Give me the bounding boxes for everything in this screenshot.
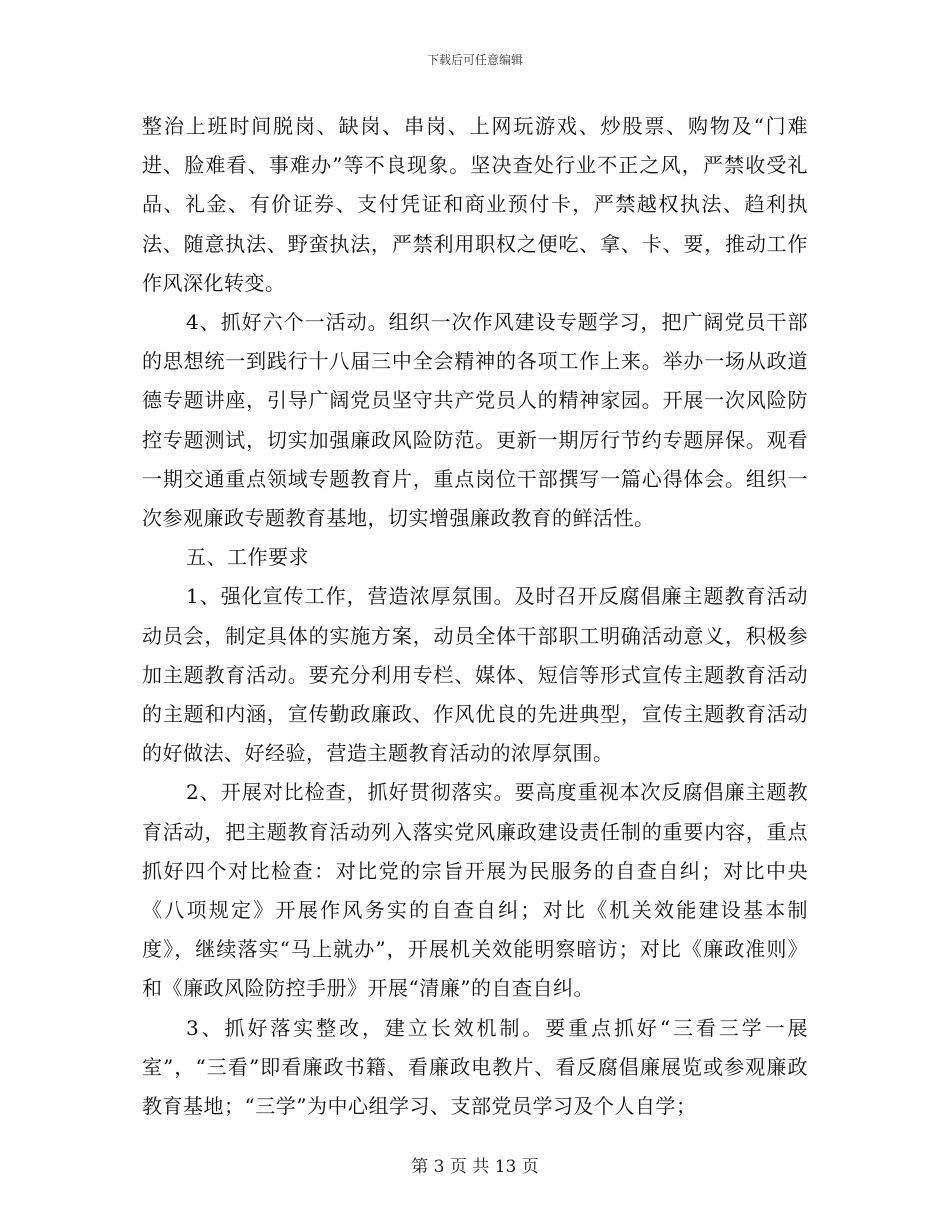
paragraph-continuation: 整治上班时间脱岗、缺岗、串岗、上网玩游戏、炒股票、购物及“门难进、脸难看、事难办”等不良现象。坚决查处行业不正之风，严禁收受礼品、礼金、有价证券、支付凭证和商业预付卡，严禁越权执法、趋利执法、随意执法、野蛮执法，严禁利用职权之便吃、拿、卡、要，推动工作作风深化转变。: [142, 114, 808, 295]
section-heading-work-requirements: 五、工作要求: [186, 545, 309, 570]
paragraph-requirement-2: 2、开展对比检查，抓好贯彻落实。要高度重视本次反腐倡廉主题教育活动，把主题教育活动列入落实党风廉政建设责任制的重要内容，重点抓好四个对比检查：对比党的宗旨开展为民服务的自查自纠；对比中央《八项规定》开展作风务实的自查自纠；对比《机关效能建设基本制度》，继续落实“马上就办”，开展机关效能明察暗访；对比《廉政准则》和《廉政风险防控手册》开展“清廉”的自查自纠。: [142, 780, 808, 1001]
document-body: [142, 107, 808, 1126]
paragraph-requirement-1: 1、强化宣传工作，营造浓厚氛围。及时召开反腐倡廉主题教育活动动员会，制定具体的实施方案，动员全体干部职工明确活动意义，积极参加主题教育活动。要充分利用专栏、媒体、短信等形式宣传主题教育活动的主题和内涵，宣传勤政廉政、作风优良的先进典型，宣传主题教育活动的好做法、好经验，营造主题教育活动的浓厚氛围。: [142, 584, 808, 766]
page-number-footer: 第 3 页 共 13 页: [411, 1157, 539, 1177]
paragraph-requirement-3: 3、抓好落实整改，建立长效机制。要重点抓好“三看三学一展室”，“三看”即看廉政书籍、看廉政电教片、看反腐倡廉展览或参观廉政教育基地；“三学”为中心组学习、支部党员学习及个人自学；: [142, 1015, 808, 1119]
paragraph-item-4: 4、抓好六个一活动。组织一次作风建设专题学习，把广阔党员干部的思想统一到践行十八届三中全会精神的各项工作上来。举办一场从政道德专题讲座，引导广阔党员坚守共产党员人的精神家园。开展一次风险防控专题测试，切实加强廉政风险防范。更新一期厉行节约专题屏保。观看一期交通重点领域专题教育片，重点岗位干部撰写一篇心得体会。组织一次参观廉政专题教育基地，切实增强廉政教育的鲜活性。: [142, 310, 808, 531]
page-header: 下载后可任意编辑: [426, 53, 523, 67]
